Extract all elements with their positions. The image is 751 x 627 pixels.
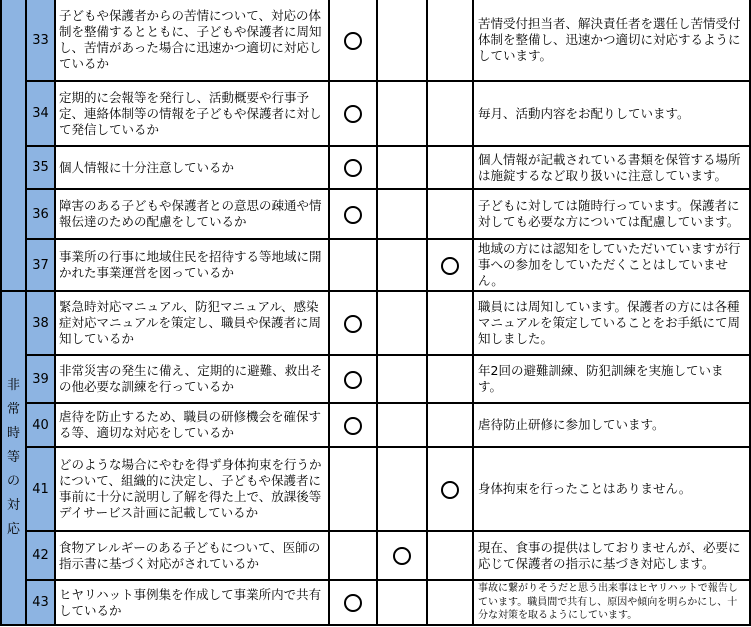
row-number: 43 [26, 580, 55, 625]
mark-cell-3 [427, 81, 473, 146]
comment-cell [473, 189, 750, 239]
mark-cell-1 [329, 447, 377, 531]
question-text: どのような場合にやむを得ず身体拘束を行うかについて、組織的に決定し、子どもや保護者に事前に十分に説明し了解を得た上で、放課後等デイサービス計画に記載しているか [59, 457, 322, 520]
table-row [1, 403, 750, 447]
question-text: 定期的に会報等を発行し、活動概要や行事予定、連絡体制等の情報を子どもや保護者に対して発信しているか [59, 89, 322, 137]
question-cell [55, 355, 329, 403]
comment-cell [473, 531, 750, 580]
circle-mark-icon [393, 547, 411, 565]
comment-text: 年2回の避難訓練、防犯訓練を実施しています。 [478, 363, 724, 394]
comment-text: 虐待防止研修に参加しています。 [478, 417, 665, 432]
question-text: 非常災害の発生に備え、定期的に避難、救出その他必要な訓練を行っているか [59, 363, 323, 394]
table-row [1, 239, 750, 291]
mark-cell-3 [427, 580, 473, 625]
comment-text: 職員には周知しています。保護者の方には各種マニュアルを策定していることをお手紙にて周知しました。 [478, 299, 741, 346]
comment-cell [473, 291, 750, 355]
question-text: ヒヤリハット事例集を作成して事業所内で共有しているか [59, 586, 322, 618]
row-number: 34 [26, 81, 55, 146]
comment-cell [473, 403, 750, 447]
comment-text: 苦情受付担当者、解決責任者を選任し苦情受付体制を整備し、迅速かつ適切に対応するようにしています。 [478, 16, 741, 63]
question-text: 個人情報に十分注意しているか [59, 159, 235, 175]
circle-mark-icon [344, 32, 362, 50]
comment-text: 毎月、活動内容をお配りしています。 [478, 105, 690, 121]
mark-cell-3 [427, 291, 473, 355]
mark-cell-1 [329, 403, 377, 447]
question-text: 障害のある子どもや保護者との意思の疎通や情報伝達のための配慮をしているか [59, 198, 322, 229]
mark-cell-2 [377, 239, 427, 291]
mark-cell-3 [427, 189, 473, 239]
question-cell [55, 189, 329, 239]
mark-cell-2 [377, 189, 427, 239]
question-text: 虐待を防止するため、職員の研修機会を確保する等、適切な対応をしているか [59, 409, 322, 440]
row-number: 36 [26, 189, 55, 239]
comment-cell [473, 355, 750, 403]
row-number: 38 [26, 291, 55, 355]
question-cell [55, 291, 329, 355]
comment-text: 地域の方には認知をしていただいていますが行事への参加をしていただくことはしていません。 [478, 241, 741, 288]
row-number: 40 [26, 403, 55, 447]
circle-mark-icon [344, 206, 362, 224]
question-cell [55, 239, 329, 291]
circle-mark-icon [344, 371, 362, 389]
table-row [1, 291, 750, 355]
question-text: 事業所の行事に地域住民を招待する等地域に開かれた事業運営を図っているか [59, 249, 322, 280]
mark-cell-1 [329, 580, 377, 625]
comment-cell [473, 580, 750, 625]
comment-text: 現在、食事の提供はしておりませんが、必要に応じて保護者の指示に基づき対応します。 [478, 539, 741, 571]
mark-cell-2 [377, 447, 427, 531]
circle-mark-icon [344, 315, 362, 333]
mark-cell-2 [377, 81, 427, 146]
mark-cell-3 [427, 355, 473, 403]
comment-cell [473, 81, 750, 146]
question-cell [55, 0, 329, 81]
circle-mark-icon [344, 594, 362, 612]
circle-mark-icon [344, 159, 362, 177]
category-label: 非常時等の対応 [6, 378, 20, 537]
mark-cell-1 [329, 81, 377, 146]
mark-cell-3 [427, 146, 473, 189]
mark-cell-1 [329, 531, 377, 580]
mark-cell-3 [427, 0, 473, 81]
row-number: 42 [26, 531, 55, 580]
mark-cell-3 [427, 531, 473, 580]
row-number: 33 [26, 0, 55, 81]
mark-cell-3 [427, 447, 473, 531]
row-number: 39 [26, 355, 55, 403]
mark-cell-1 [329, 355, 377, 403]
mark-cell-3 [427, 239, 473, 291]
comment-text: 身体拘束を行ったことはありません。 [478, 481, 692, 496]
circle-mark-icon [441, 481, 459, 499]
comment-text: 個人情報が記載されている書類を保管する場所は施錠するなど取り扱いに注意しています。 [478, 151, 741, 183]
question-cell [55, 403, 329, 447]
comment-cell [473, 447, 750, 531]
mark-cell-3 [427, 403, 473, 447]
mark-cell-2 [377, 291, 427, 355]
table-row [1, 146, 750, 189]
comment-text: 事故に繋がりそうだと思う出来事はヒヤリハットで報告しています。職員間で共有し、原因や傾向を明らかにし、十分な対策を取るようにしています。 [478, 583, 738, 622]
circle-mark-icon [344, 105, 362, 123]
question-cell [55, 146, 329, 189]
circle-mark-icon [441, 257, 459, 275]
row-number: 35 [26, 146, 55, 189]
table-row [1, 447, 750, 531]
category-cell-upper [1, 0, 26, 291]
question-text: 緊急時対応マニュアル、防犯マニュアル、感染症対応マニュアルを策定し、職員や保護者に周知しているか [59, 299, 322, 346]
category-cell-emergency [1, 291, 26, 625]
mark-cell-2 [377, 580, 427, 625]
table-row [1, 531, 750, 580]
mark-cell-2 [377, 146, 427, 189]
table-row [1, 355, 750, 403]
mark-cell-2 [377, 403, 427, 447]
question-cell [55, 580, 329, 625]
comment-text: 子どもに対しては随時行っています。保護者に対しても必要な方については配慮しています。 [478, 198, 740, 229]
question-cell [55, 81, 329, 146]
table-row [1, 81, 750, 146]
table-row [1, 580, 750, 625]
comment-cell [473, 146, 750, 189]
table-row [1, 189, 750, 239]
mark-cell-2 [377, 531, 427, 580]
comment-cell [473, 239, 750, 291]
mark-cell-1 [329, 0, 377, 81]
mark-cell-2 [377, 355, 427, 403]
mark-cell-2 [377, 0, 427, 81]
mark-cell-1 [329, 146, 377, 189]
mark-cell-1 [329, 189, 377, 239]
row-number: 37 [26, 239, 55, 291]
mark-cell-1 [329, 291, 377, 355]
circle-mark-icon [344, 417, 362, 435]
mark-cell-1 [329, 239, 377, 291]
question-cell [55, 531, 329, 580]
question-cell [55, 447, 329, 531]
table-row [1, 0, 750, 81]
question-text: 子どもや保護者からの苦情について、対応の体制を整備するとともに、子どもや保護者に周知し、苦情があった場合に迅速かつ適切に対応しているか [59, 8, 322, 71]
comment-cell [473, 0, 750, 81]
question-text: 食物アレルギーのある子どもについて、医師の指示書に基づく対応がされているか [59, 539, 321, 571]
row-number: 41 [26, 447, 55, 531]
